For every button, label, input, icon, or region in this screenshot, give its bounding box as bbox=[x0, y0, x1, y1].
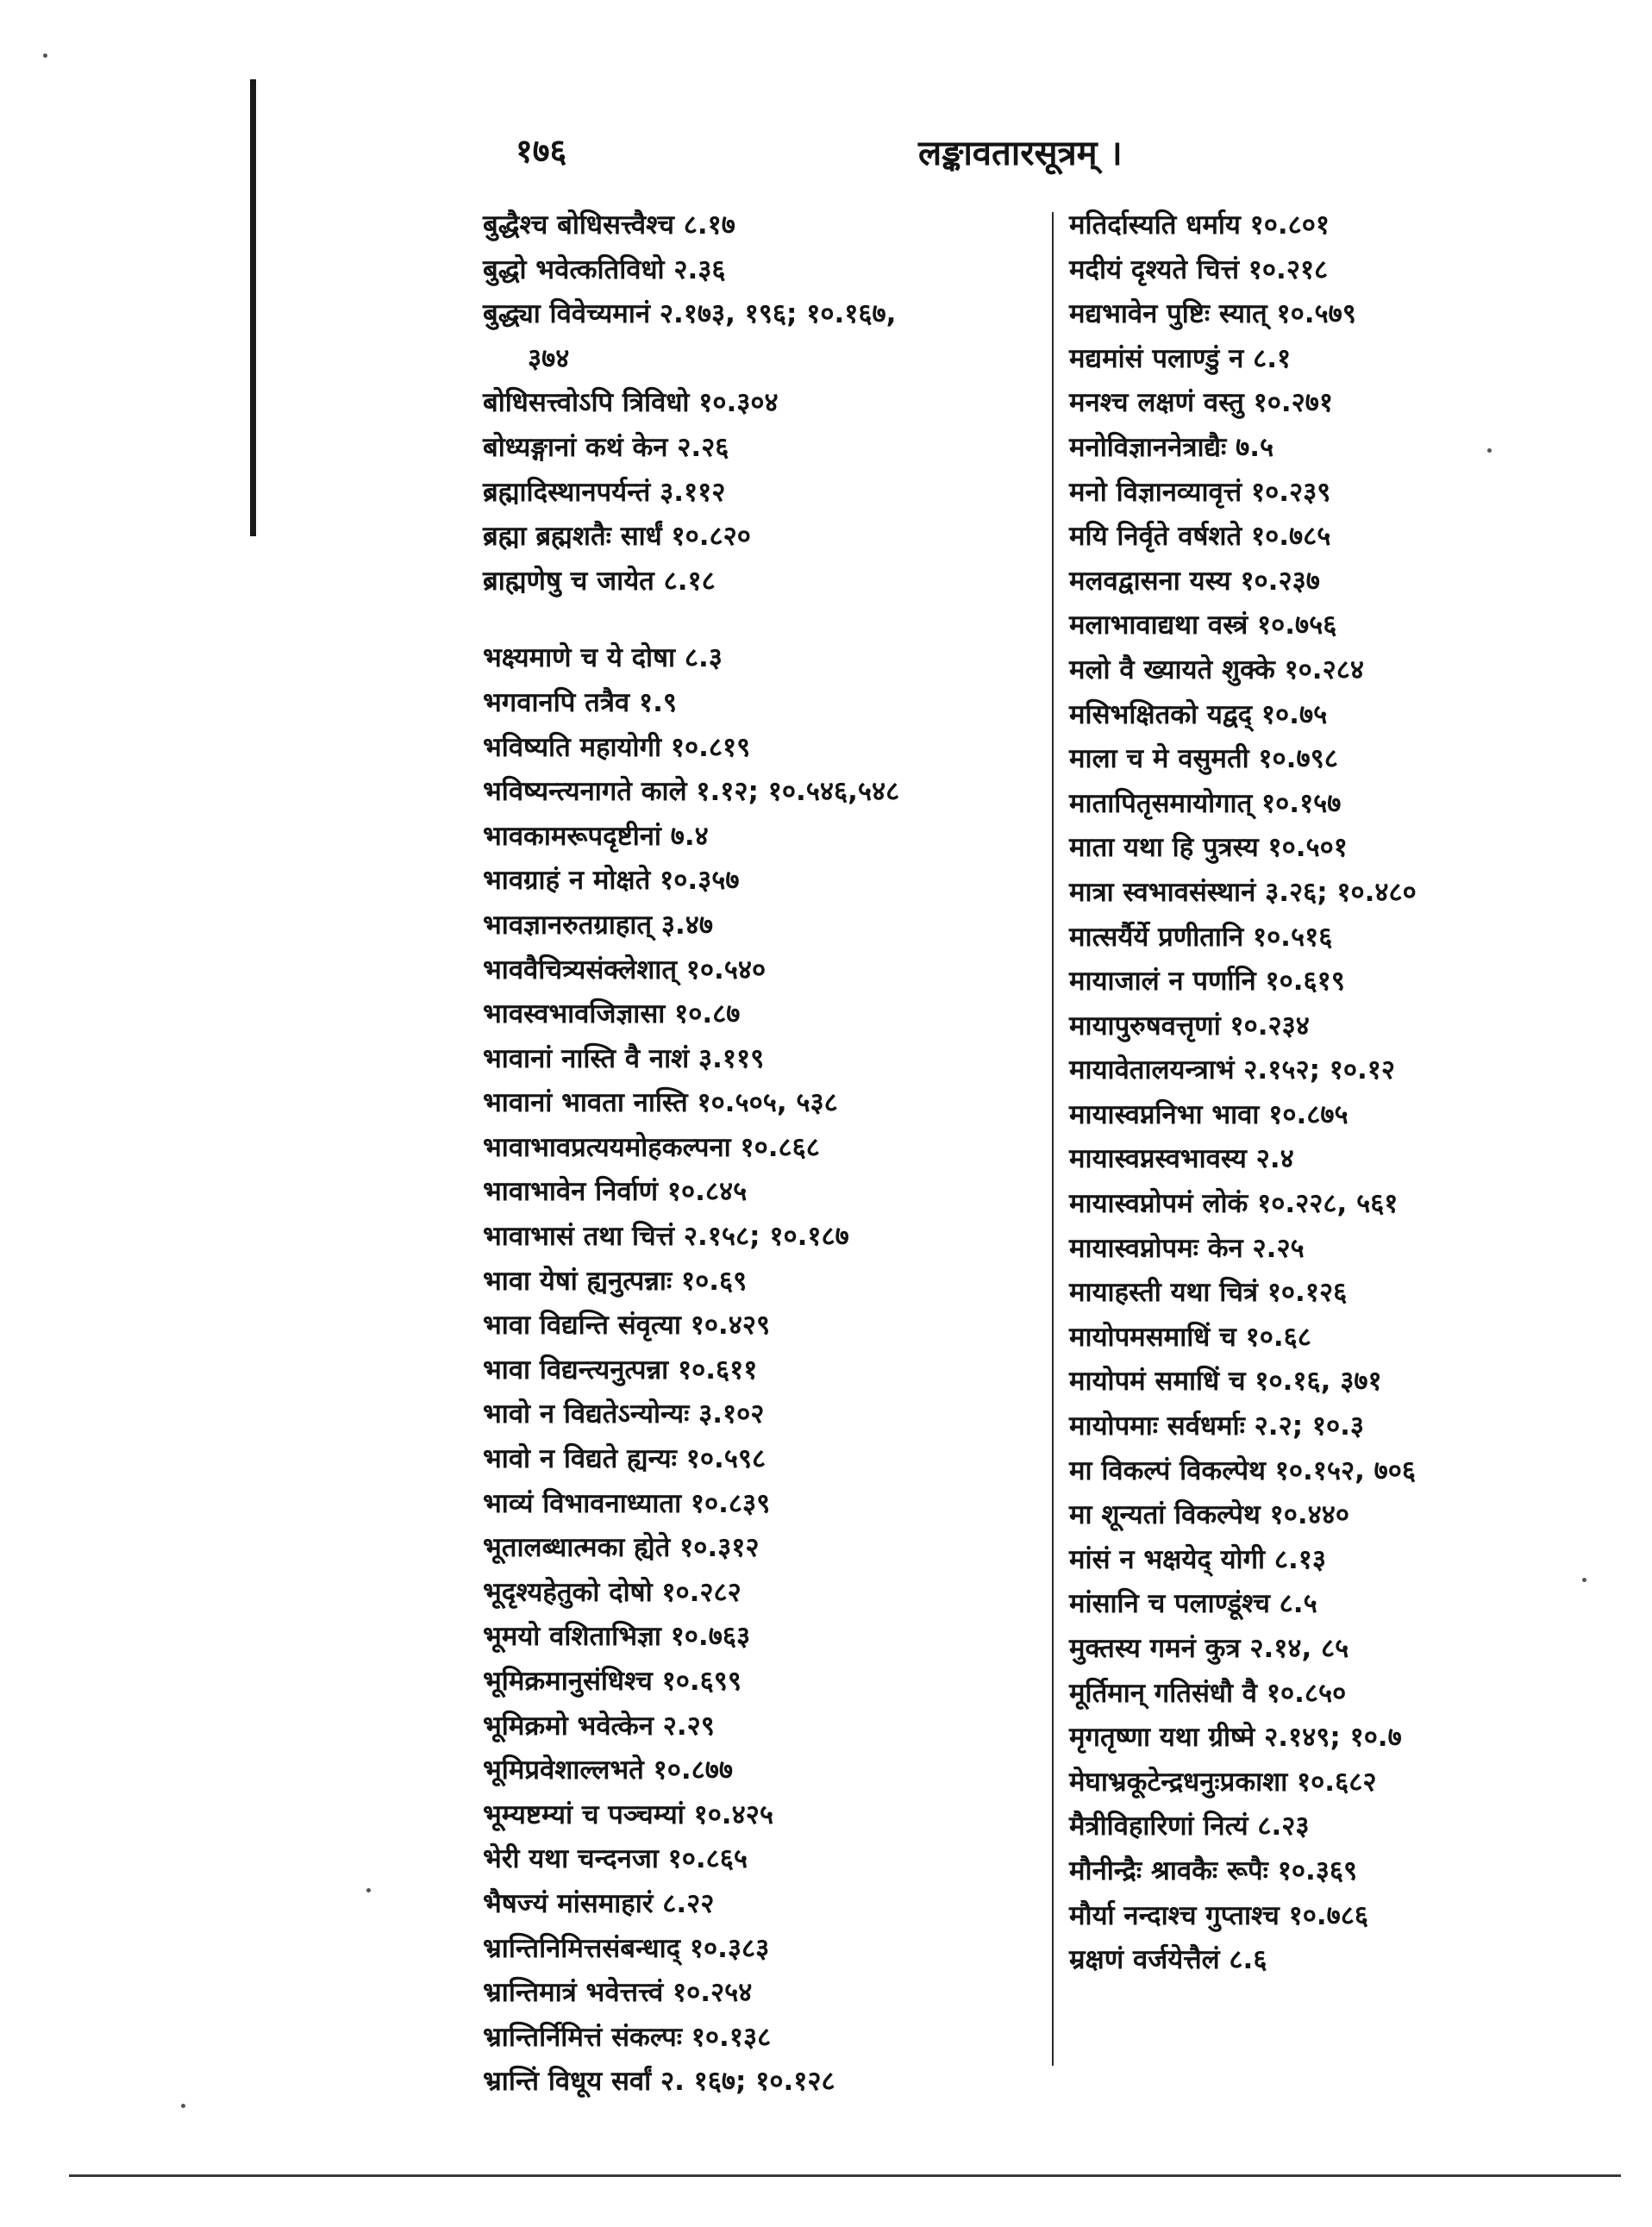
index-entry: भावा विद्यन्ति संवृत्या १०.४२९ bbox=[483, 1310, 771, 1342]
index-entry: भावाभासं तथा चित्तं २.१५८; १०.१८७ bbox=[483, 1221, 849, 1253]
index-entry: मायाजालं न पर्णानि १०.६१९ bbox=[1069, 966, 1345, 998]
scan-speck bbox=[1487, 448, 1492, 453]
index-column-left bbox=[483, 203, 1026, 2105]
index-entry: मनोविज्ञाननेत्राद्यैः ७.५ bbox=[1069, 431, 1274, 463]
index-entry: ३७४ bbox=[528, 342, 570, 374]
index-entry: भावो न विद्यतेऽन्योन्यः ३.१०२ bbox=[483, 1398, 765, 1430]
index-column-right bbox=[1069, 203, 1621, 1983]
index-entry: मेघाभ्रकूटेन्द्रधनुःप्रकाशा १०.६८२ bbox=[1069, 1766, 1377, 1798]
index-entry: मतिर्दास्यति धर्माय १०.८०१ bbox=[1069, 210, 1330, 241]
index-entry: म्रक्षणं वर्जयेत्तैलं ८.६ bbox=[1069, 1944, 1267, 1976]
index-entry: भूमिक्रमो भवेत्केन २.२९ bbox=[483, 1710, 715, 1742]
index-entry: मायास्वप्ननिभा भावा १०.८७५ bbox=[1069, 1098, 1349, 1130]
index-entry: भूम्यष्टम्यां च पञ्चम्यां १०.४२५ bbox=[483, 1798, 773, 1830]
index-entry: मात्रा स्वभावसंस्थानं ३.२६; १०.४८० bbox=[1069, 876, 1417, 908]
running-title: लङ्कावतारसूत्रम् । bbox=[918, 133, 1123, 173]
index-entry: बोध्यङ्गानां कथं केन २.२६ bbox=[483, 431, 729, 463]
index-entry: मृगतृष्णा यथा ग्रीष्मे २.१४९; १०.७ bbox=[1069, 1722, 1402, 1754]
index-entry: मद्यमांसं पलाण्डुं न ८.१ bbox=[1069, 342, 1292, 374]
index-entry: मुक्तस्य गमनं कुत्र २.१४, ८५ bbox=[1069, 1633, 1349, 1664]
index-entry: मायोपमं समाधिं च १०.१६, ३७१ bbox=[1069, 1366, 1382, 1398]
index-entry: भाव्यं विभावनाध्याता १०.८३९ bbox=[483, 1487, 771, 1519]
index-entry: बुद्ध्या विवेच्यमानं २.१७३, १९६; १०.१६७, bbox=[483, 298, 897, 330]
index-entry: भविष्यति महायोगी १०.८१९ bbox=[483, 731, 751, 763]
index-entry: मायोपमसमाधिं च १०.६८ bbox=[1069, 1321, 1311, 1353]
index-entry: भ्रान्तिर्निमित्तं संकल्पः १०.१३८ bbox=[483, 2021, 772, 2053]
index-entry: ब्रह्मा ब्रह्मशतैः सार्धं १०.८२० bbox=[483, 521, 751, 553]
index-entry: मद्यभावेन पुष्टिः स्यात् १०.५७९ bbox=[1069, 298, 1356, 330]
scan-speck bbox=[43, 53, 47, 58]
index-entry: भावा येषां ह्यनुत्पन्नाः १०.६९ bbox=[483, 1265, 748, 1297]
index-entry: भावाभावेन निर्वाणं १०.८४५ bbox=[483, 1176, 748, 1208]
index-entry: मूर्तिमान् गतिसंधौ वै १०.८५० bbox=[1069, 1677, 1347, 1709]
index-entry: मायास्वप्नस्वभावस्य २.४ bbox=[1069, 1143, 1294, 1175]
index-entry: मनो विज्ञानव्यावृत्तं १०.२३९ bbox=[1069, 476, 1331, 508]
index-entry: भावज्ञानरुतग्राहात् ३.४७ bbox=[483, 909, 713, 941]
index-entry: बुद्धैश्च बोधिसत्त्वैश्च ८.१७ bbox=[483, 210, 735, 241]
index-entry: भूदृश्यहेतुको दोषो १०.२८२ bbox=[483, 1576, 742, 1608]
index-entry: मायापुरुषवत्तृणां १०.२३४ bbox=[1069, 1010, 1310, 1042]
scan-speck bbox=[181, 2104, 185, 2108]
index-entry: भूमयो वशिताभिज्ञा १०.७६३ bbox=[483, 1621, 751, 1653]
index-entry: मायोपमाः सर्वधर्माः २.२; १०.३ bbox=[1069, 1411, 1365, 1442]
index-entry: भूमिप्रवेशाल्लभते १०.८७७ bbox=[483, 1755, 733, 1786]
index-entry: माता यथा हि पुत्रस्य १०.५०१ bbox=[1069, 832, 1348, 864]
index-entry: भावानां नास्ति वै नाशं ३.११९ bbox=[483, 1042, 765, 1074]
index-entry: भूमिक्रमानुसंधिश्च १०.६९९ bbox=[483, 1666, 742, 1697]
index-entry: भूतालब्धात्मका ह्येते १०.३१२ bbox=[483, 1532, 760, 1564]
index-entry: भावो न विद्यते ह्यन्यः १०.५९८ bbox=[483, 1443, 767, 1475]
index-entry: मांसं न भक्षयेद् योगी ८.१३ bbox=[1069, 1543, 1326, 1575]
index-entry: मसिभक्षितको यद्वद् १०.७५ bbox=[1069, 698, 1328, 730]
index-entry: मात्सर्यैर्ये प्रणीतानि १०.५१६ bbox=[1069, 921, 1333, 953]
index-entry: मनश्च लक्षणं वस्तु १०.२७१ bbox=[1069, 387, 1333, 419]
index-entry: भावाभावप्रत्ययमोहकल्पना १०.८६८ bbox=[483, 1131, 820, 1163]
index-entry: मौर्या नन्दाश्च गुप्ताश्च १०.७८६ bbox=[1069, 1899, 1369, 1931]
index-entry: भगवानपि तत्रैव १.९ bbox=[483, 686, 677, 718]
index-entry: मौनीन्द्रैः श्रावकैः रूपैः १०.३६९ bbox=[1069, 1855, 1358, 1886]
scan-speck bbox=[1582, 1578, 1586, 1582]
index-entry: भ्रान्तिं विधूय सर्वां २. १६७; १०.१२८ bbox=[483, 2066, 835, 2098]
bottom-rule bbox=[69, 2174, 1621, 2177]
index-entry: भाववैचित्र्यसंक्लेशात् १०.५४० bbox=[483, 954, 767, 985]
binding-mark bbox=[250, 79, 256, 536]
index-entry: भावग्राहं न मोक्षते १०.३५७ bbox=[483, 865, 740, 897]
index-entry: भ्रान्तिमात्रं भवेत्तत्त्वं १०.२५४ bbox=[483, 1977, 753, 2009]
index-entry: मातापितृसमायोगात् १०.१५७ bbox=[1069, 787, 1342, 819]
index-entry: भविष्यन्त्यनागते काले १.१२; १०.५४६,५४८ bbox=[483, 776, 900, 808]
index-entry: बोधिसत्त्वोऽपि त्रिविधो १०.३०४ bbox=[483, 387, 779, 419]
scan-speck bbox=[366, 1888, 371, 1892]
index-entry: भावस्वभावजिज्ञासा १०.८७ bbox=[483, 998, 741, 1030]
column-divider bbox=[1052, 212, 1054, 2066]
index-entry: मलो वै ख्यायते शुक्के १०.२८४ bbox=[1069, 654, 1364, 685]
index-entry: भक्ष्यमाणे च ये दोषा ८.३ bbox=[483, 642, 723, 674]
index-entry: मायावेतालयन्त्राभं २.१५२; १०.१२ bbox=[1069, 1054, 1396, 1086]
index-entry: मैत्रीविहारिणां नित्यं ८.२३ bbox=[1069, 1811, 1310, 1842]
index-entry: ब्राह्मणेषु च जायेत ८.१८ bbox=[483, 565, 716, 597]
index-entry: भावकामरूपदृष्टीनां ७.४ bbox=[483, 820, 709, 852]
index-entry: मायास्वप्नोपमं लोकं १०.२२८, ५६१ bbox=[1069, 1188, 1399, 1220]
index-entry: भावानां भावता नास्ति १०.५०५, ५३८ bbox=[483, 1087, 838, 1119]
index-entry: मांसानि च पलाण्डूंश्च ८.५ bbox=[1069, 1588, 1317, 1620]
page-number: १७६ bbox=[516, 132, 567, 170]
index-entry: मलाभावाद्यथा वस्त्रं १०.७५६ bbox=[1069, 610, 1337, 641]
index-entry: मयि निर्वृते वर्षशते १०.७८५ bbox=[1069, 521, 1331, 553]
index-entry: भ्रान्तिनिमित्तसंबन्धाद् १०.३८३ bbox=[483, 1932, 770, 1964]
index-entry: माला च मे वसुमती १०.७९८ bbox=[1069, 743, 1338, 775]
index-entry bbox=[483, 604, 1026, 636]
index-entry: मायास्वप्नोपमः केन २.२५ bbox=[1069, 1232, 1305, 1264]
index-entry: ब्रह्मादिस्थानपर्यन्तं ३.११२ bbox=[483, 476, 726, 508]
index-entry: मदीयं दृश्यते चित्तं १०.२१८ bbox=[1069, 253, 1329, 285]
index-entry: मा शून्यतां विकल्पेथ १०.४४० bbox=[1069, 1499, 1350, 1531]
index-entry: बुद्धो भवेत्कतिविधो २.३६ bbox=[483, 253, 726, 285]
index-entry: भावा विद्यन्त्यनुत्पन्ना १०.६११ bbox=[483, 1354, 758, 1386]
index-entry: मलवद्वासना यस्य १०.२३७ bbox=[1069, 565, 1320, 597]
index-entry: भैषज्यं मांसमाहारं ८.२२ bbox=[483, 1887, 715, 1919]
index-entry: भेरी यथा चन्दनजा १०.८६५ bbox=[483, 1843, 748, 1875]
index-entry: मायाहस्ती यथा चित्रं १०.१२६ bbox=[1069, 1277, 1348, 1309]
index-entry: मा विकल्पं विकल्पेथ १०.१५२, ७०६ bbox=[1069, 1454, 1417, 1486]
